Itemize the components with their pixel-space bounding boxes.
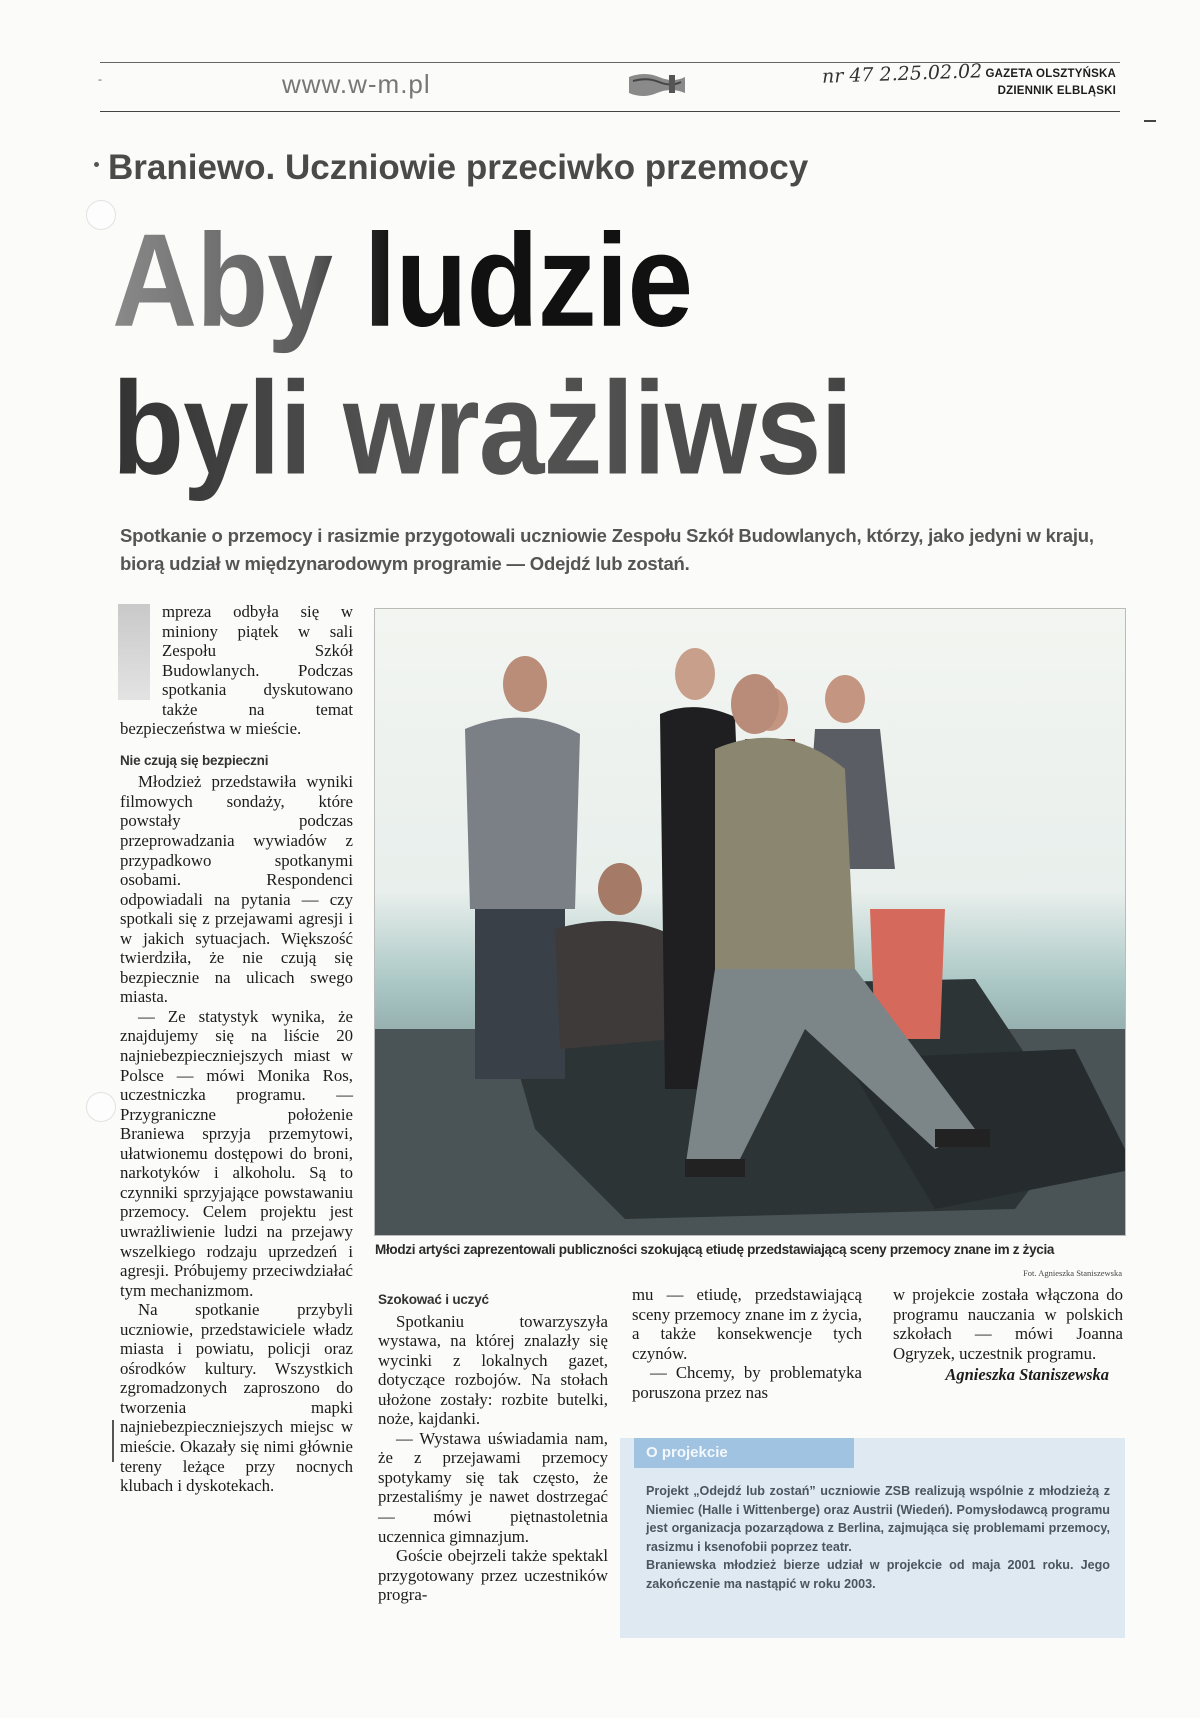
handwritten-note: nr 47 2.25.02.02 <box>821 60 983 88</box>
margin-dash: - <box>98 72 102 86</box>
newspaper-name-line2: DZIENNIK ELBLĄSKI <box>997 85 1116 97</box>
newspaper-name <box>985 66 1116 100</box>
punch-hole <box>86 1092 116 1122</box>
info-box-title: O projekcie <box>634 1438 854 1468</box>
subheading: Szokować i uczyć <box>378 1292 489 1307</box>
headline-line1: Aby ludzie <box>112 207 1112 355</box>
paragraph: — Ze statystyk wynika, że znajdujemy się na liście 20 najniebezpieczniejszych miast w Polsce — mówi Monika Ros, uczestniczka programu. — Przygraniczne położenie Braniewa sprzyja przemytowi, ułatwionemu dostępowi do broni, narkotyków i alkoholu. Są to czynniki sprzyjające powstawaniu przemocy. Celem projektu jest uwrażliwienie ludzi na przejawy wszelkiego rodzaju uprzedzeń i agresji. Próbujemy przeciwdziałać tym mechanizmom. <box>120 1006 353 1300</box>
paragraph: mpreza odbyła się w miniony piątek w sali Zespołu Szkół Budowlanych. Podczas spotkania dyskutowano także na temat bezpieczeństwa w mieście. <box>120 602 353 739</box>
photo-credit: Fot. Agnieszka Staniszewska <box>1023 1268 1122 1278</box>
paragraph: w projekcie została włączona do programu nauczania w polskich szkołach — mówi Joanna Ogryzek, uczestnik programu. <box>893 1285 1123 1363</box>
paragraph: Młodzież przedstawiła wyniki filmowych sondaży, które powstały podczas przeprowadzania wywiadów z przypadkowo spotkanymi osobami. Respondenci odpowiadali na pytania — czy spotkali się z przejawami agresji i w jakich sytuacjach. Większość twierdziła, że nie czują się bezpiecznie na ulicach swego miasta. <box>120 772 353 1007</box>
article-kicker <box>108 148 808 188</box>
bullet-dot <box>94 162 99 167</box>
info-box <box>620 1438 1125 1638</box>
subheading: Nie czują się bezpieczni <box>120 752 269 768</box>
article-lead: Spotkanie o przemocy i rasizmie przygotowali uczniowie Zespołu Szkół Budowlanych, którzy, jako jedyni w kraju, biorą udział w międzynarodowym programie — Odejdź lub zostań. <box>120 525 1094 574</box>
paragraph: Na spotkanie przybyli uczniowie, przedstawiciele władz miasta i powiatu, policji oraz ośrodków kultury. Wszystkich zgromadzonych zaproszono do tworzenia mapki najniebezpieczniejszych miejsc w mieście. Okazały się nimi głównie tereny leżące przy nocnych klubach i dyskotekach. <box>120 1300 353 1496</box>
paragraph: — Chcemy, by problematyka poruszona przez nas <box>632 1363 862 1402</box>
drop-cap <box>118 604 150 700</box>
kicker-text: Braniewo. Uczniowie przeciwko przemocy <box>108 148 809 187</box>
info-box-paragraph: Projekt „Odejdź lub zostań” uczniowie ZSB realizują wspólnie z młodzieżą z Niemiec (Halle i Wittenberge) oraz Austrii (Wiedeń). Pomysłodawcą programu jest organizacja pozarządowa z Berlina, zajmująca się problemami przemocy, rasizmu i ksenofobii poprzez teatr. <box>646 1484 1110 1554</box>
paragraph: Goście obejrzeli także spektakl przygotowany przez uczestników progra- <box>378 1546 608 1605</box>
article-column-3 <box>632 1285 862 1402</box>
article-column-1 <box>120 602 353 1496</box>
article-column-4 <box>893 1285 1123 1385</box>
masthead <box>100 62 1120 112</box>
paragraph: Spotkaniu towarzyszyła wystawa, na której znalazły się wycinki z lokalnych gazet, dotyczące rozbojów. Na stołach ułożone zostały: rozbite butelki, noże, kajdanki. <box>378 1311 608 1429</box>
headline-line2: byli wrażliwsi <box>112 355 1112 503</box>
info-box-body <box>646 1482 1110 1593</box>
flag-logo-icon <box>625 71 689 97</box>
newspaper-name-line1: GAZETA OLSZTYŃSKA <box>985 68 1116 80</box>
article-column-2 <box>378 1290 608 1605</box>
paragraph: mu — etiudę, przedstawiającą sceny przemocy znane im z życia, a także konsekwencje tych czynów. <box>632 1285 862 1363</box>
article-headline <box>112 207 1112 503</box>
paragraph: — Wystawa uświadamia nam, że z przejawami przemocy spotykamy się tak często, że przestaliśmy je nawet dostrzegać — mówi piętnastoletnia uczennica gimnazjum. <box>378 1428 608 1546</box>
article-photo <box>374 608 1126 1236</box>
margin-tick <box>1144 120 1156 122</box>
photo-caption: Młodzi artyści zaprezentowali publiczności szokującą etiudę przedstawiającą sceny przemocy znane im z życia <box>375 1242 1055 1257</box>
author-signature: Agnieszka Staniszewska <box>945 1365 1109 1385</box>
group-photo-image <box>375 609 1126 1236</box>
margin-pen-mark <box>112 1420 114 1462</box>
info-box-paragraph: Braniewska młodzież bierze udział w projekcie od maja 2001 roku. Jego zakończenie ma nastąpić w roku 2003. <box>646 1558 1110 1591</box>
website-url: www.w-m.pl <box>282 69 431 99</box>
